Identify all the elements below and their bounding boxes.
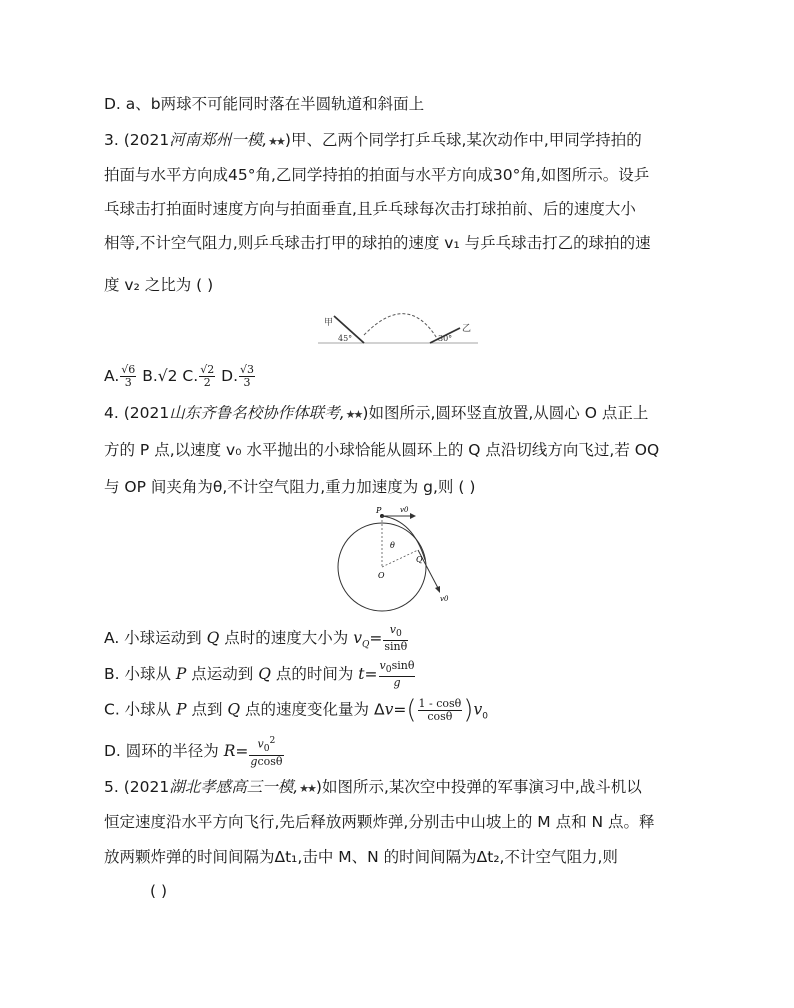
v0-top-label: v0 xyxy=(400,506,409,514)
circle-figure xyxy=(330,500,460,612)
question-4-option-c: C. 小球从 P 点到 Q 点的速度变化量为 Δv=( $\frac{1 - \cos\theta}{\cos\theta}$ )$v_0$ xyxy=(104,695,488,725)
difficulty-stars-icon: ★★ xyxy=(345,408,362,421)
point-o: O xyxy=(378,571,385,580)
difficulty-stars-icon: ★★ xyxy=(299,782,315,795)
theta-label: θ xyxy=(390,541,395,550)
paddle-figure xyxy=(318,310,478,354)
question-3-line-1: 3. (2021河南郑州一模,★★)甲、乙两个同学打乒乓球,某次动作中,甲同学持拍的 xyxy=(104,129,642,153)
question-5-line-4: ( ) xyxy=(150,882,168,900)
angle-30: 30° xyxy=(438,334,453,343)
point-q: Q xyxy=(416,555,423,564)
question-5-line-1: 5. (2021湖北孝感高三一模,★★)如图所示,某次空中投弹的军事演习中,战斗机以 xyxy=(104,776,642,800)
v0-bottom-label: v0 xyxy=(440,595,449,603)
question-4-option-a: A. 小球运动到 Q 点时的速度大小为 $v_Q=$ $\frac{v_0}{\sin\theta}$ xyxy=(104,623,408,654)
point-p: P xyxy=(376,506,382,515)
question-3-options: A. $\frac{√6}{3}$ B.√2 C. $\frac{√2}{2}$ D. $\frac{√3}{3}$ xyxy=(104,363,255,389)
label-jia: 甲 xyxy=(324,318,334,328)
option-d-q2: D. a、b两球不可能同时落在半圆轨道和斜面上 xyxy=(104,95,425,113)
question-5-line-2: 恒定速度沿水平方向飞行,先后释放两颗炸弹,分别击中山坡上的 M 点和 N 点。释 xyxy=(104,813,655,831)
question-4-line-2: 方的 P 点,以速度 v₀ 水平抛出的小球恰能从圆环上的 Q 点沿切线方向飞过,若 OQ xyxy=(104,441,660,459)
question-3-line-2: 拍面与水平方向成45°角,乙同学持拍的拍面与水平方向成30°角,如图所示。设乒 xyxy=(104,166,650,184)
question-5-line-3: 放两颗炸弹的时间间隔为Δt₁,击中 M、N 的时间间隔为Δt₂,不计空气阻力,则 xyxy=(104,848,618,866)
question-4-line-1: 4. (2021山东齐鲁名校协作体联考,★★)如图所示,圆环竖直放置,从圆心 O 点正上 xyxy=(104,402,648,426)
question-4-line-3: 与 OP 间夹角为θ,不计空气阻力,重力加速度为 g,则 ( ) xyxy=(104,478,476,496)
angle-45: 45° xyxy=(338,334,353,343)
question-3-line-3: 乓球击打拍面时速度方向与拍面垂直,且乒乓球每次击打球拍前、后的速度大小 xyxy=(104,200,636,218)
label-yi: 乙 xyxy=(462,324,472,334)
question-4-option-d: D. 圆环的半径为 R= $\frac{v_0^2}{gcos\theta}$ xyxy=(104,735,283,768)
question-4-option-b: B. 小球从 P 点运动到 Q 点的时间为 t= $\frac{v_0\sin\theta}{g}$ xyxy=(104,659,415,690)
question-3-line-5: 度 v₂ 之比为 ( ) xyxy=(104,276,214,294)
question-3-line-4: 相等,不计空气阻力,则乒乓球击打甲的球拍的速度 v₁ 与乒乓球击打乙的球拍的速 xyxy=(104,234,651,252)
difficulty-stars-icon: ★★ xyxy=(268,135,284,148)
